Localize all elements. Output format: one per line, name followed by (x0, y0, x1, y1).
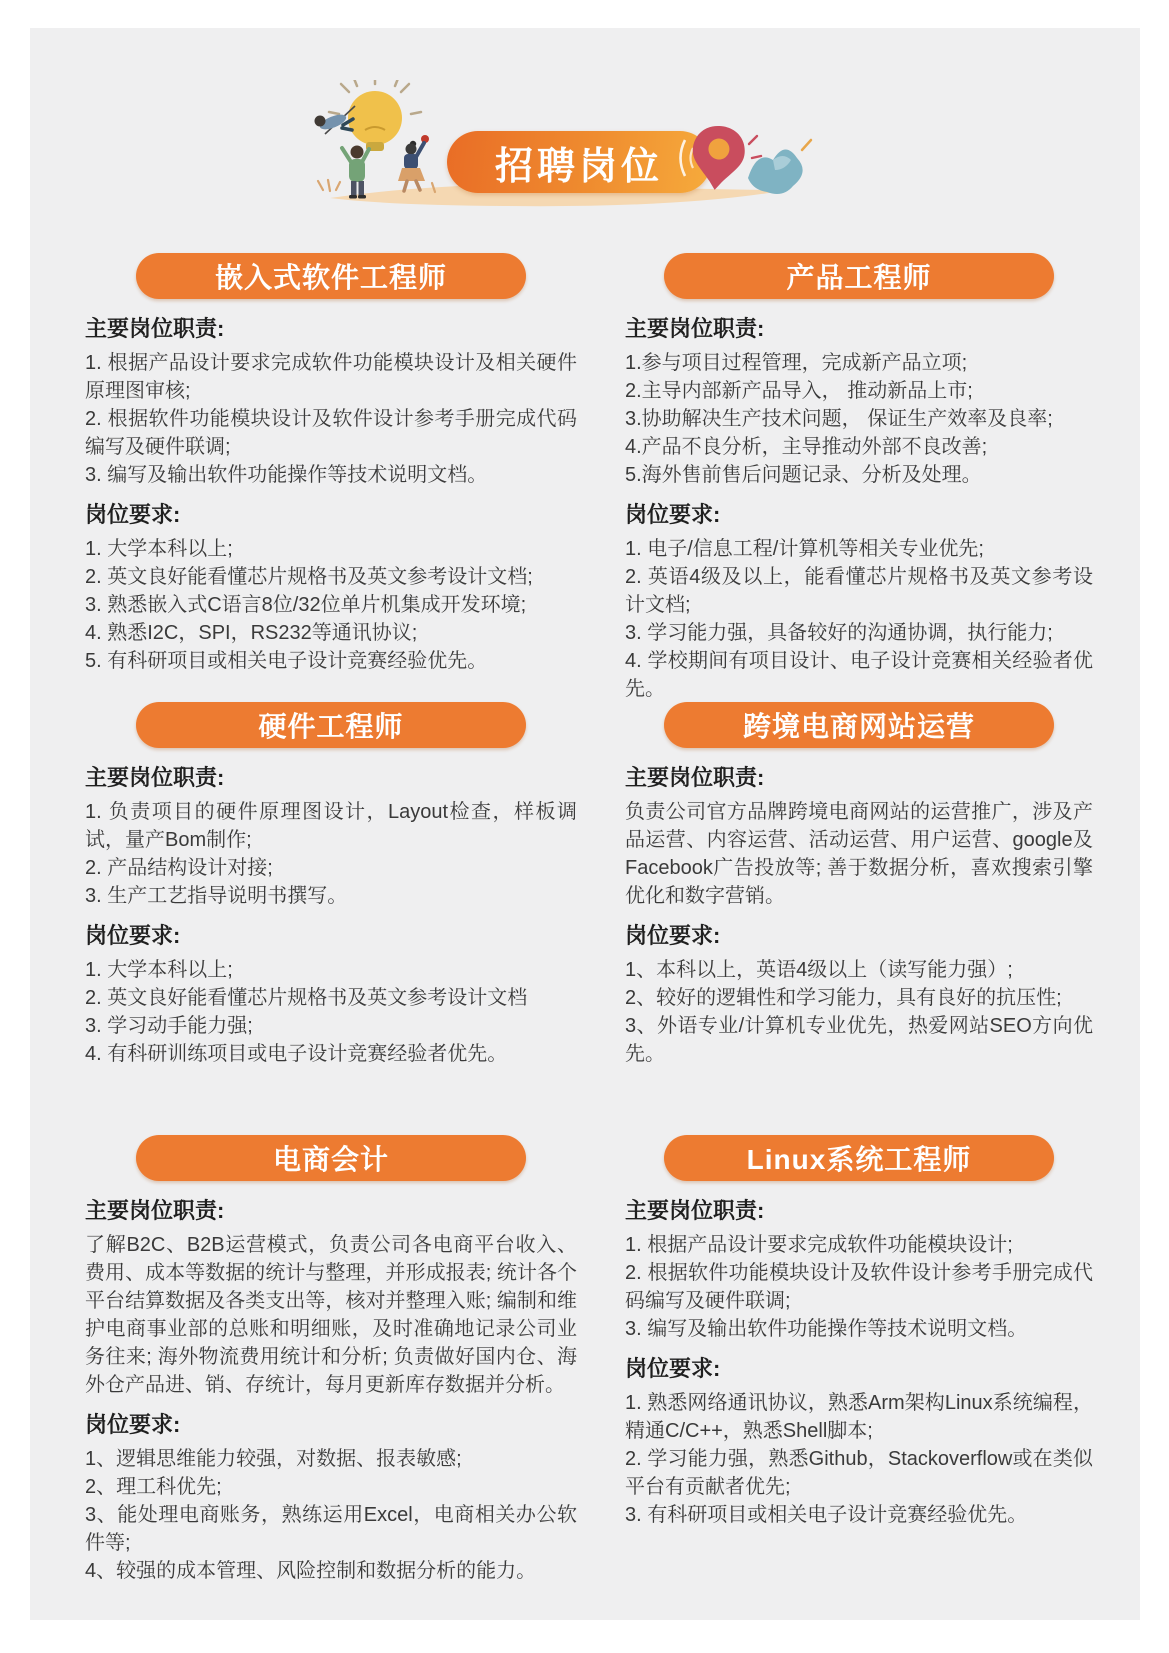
job-title-pill (664, 1135, 1054, 1181)
job-duty: 3. 编写及输出软件功能操作等技术说明文档。 (85, 464, 488, 486)
job-requirement: 1. 熟悉网络通讯协议，熟悉Arm架构Linux系统编程，精通C/C++，熟悉Shell脚本; (625, 1392, 1093, 1442)
job-requirement: 1. 电子/信息工程/计算机等相关专业优先; (625, 538, 984, 560)
job-duty: 3. 编写及输出软件功能操作等技术说明文档。 (625, 1318, 1028, 1340)
job-duty: 5.海外售前售后问题记录、分析及处理。 (625, 464, 982, 486)
job-requirement: 2. 英语4级及以上，能看懂芯片规格书及英文参考设计文档; (625, 566, 1093, 616)
requirements-label: 岗位要求: (625, 923, 721, 948)
banner-title-pill (447, 131, 711, 193)
job-card-embedded-software-engineer (85, 253, 577, 675)
job-requirement: 3、能处理电商账务，熟练运用Excel，电商相关办公软件等; (85, 1504, 577, 1554)
job-card-crossborder-ecommerce-operations (625, 702, 1093, 1068)
job-duty: 2. 根据软件功能模块设计及软件设计参考手册完成代码编写及硬件联调; (625, 1262, 1093, 1312)
job-duty: 2. 产品结构设计对接; (85, 857, 273, 879)
job-duty: 1. 根据产品设计要求完成软件功能模块设计及相关硬件原理图审核; (85, 352, 577, 402)
requirements-label: 岗位要求: (625, 1356, 721, 1381)
banner-title: 招聘岗位 (494, 145, 663, 188)
job-duty: 1.参与项目过程管理，完成新产品立项; (625, 352, 968, 374)
job-requirement: 2. 英文良好能看懂芯片规格书及英文参考设计文档; (85, 566, 533, 588)
job-requirement: 4. 熟悉I2C，SPI，RS232等通讯协议; (85, 622, 418, 644)
job-duty: 3.协助解决生产技术问题， 保证生产效率及良率; (625, 408, 1053, 430)
job-title: Linux系统工程师 (746, 1144, 972, 1175)
responsibilities-label: 主要岗位职责: (625, 765, 765, 790)
job-requirement: 1、本科以上，英语4级以上（读写能力强）; (625, 959, 1013, 981)
job-card-hardware-engineer (85, 702, 577, 1068)
job-title-pill (136, 253, 526, 299)
requirements-label: 岗位要求: (85, 923, 181, 948)
recruitment-banner (305, 80, 815, 210)
job-title-pill (136, 1135, 526, 1181)
job-requirement: 3. 学习能力强，具备较好的沟通协调，执行能力; (625, 622, 1053, 644)
job-title: 电商会计 (272, 1144, 389, 1175)
job-title: 硬件工程师 (258, 711, 404, 742)
responsibilities-label: 主要岗位职责: (625, 316, 765, 341)
job-requirement: 1. 大学本科以上; (85, 959, 233, 981)
requirements-label: 岗位要求: (625, 502, 721, 527)
job-requirement: 3. 熟悉嵌入式C语言8位/32位单片机集成开发环境; (85, 594, 527, 616)
job-duty: 负责公司官方品牌跨境电商网站的运营推广，涉及产品运营、内容运营、活动运营、用户运营、google及Facebook广告投放等; 善于数据分析，喜欢搜索引擎优化和数字营销。 (625, 801, 1093, 907)
job-card-linux-system-engineer (625, 1135, 1093, 1529)
responsibilities-label: 主要岗位职责: (85, 1198, 225, 1223)
job-duty: 4.产品不良分析，主导推动外部不良改善; (625, 436, 988, 458)
job-requirement: 1、逻辑思维能力较强，对数据、报表敏感; (85, 1448, 462, 1470)
job-duty: 3. 生产工艺指导说明书撰写。 (85, 885, 348, 907)
job-requirement: 3. 有科研项目或相关电子设计竞赛经验优先。 (625, 1504, 1028, 1526)
job-title-pill (136, 702, 526, 748)
job-title: 跨境电商网站运营 (742, 711, 975, 742)
job-duty: 2.主导内部新产品导入， 推动新品上市; (625, 380, 973, 402)
location-pin-icon (673, 118, 763, 208)
job-requirement: 2、理工科优先; (85, 1476, 222, 1498)
job-requirement: 4、较强的成本管理、风险控制和数据分析的能力。 (85, 1560, 537, 1582)
job-title-pill (664, 702, 1054, 748)
responsibilities-label: 主要岗位职责: (625, 1198, 765, 1223)
flying-person-icon (315, 106, 356, 134)
responsibilities-label: 主要岗位职责: (85, 765, 225, 790)
standing-person-icon (342, 146, 369, 199)
job-requirement: 4. 学校期间有项目设计、电子设计竞赛相关经验者优先。 (625, 650, 1093, 700)
job-duty: 2. 根据软件功能模块设计及软件设计参考手册完成代码编写及硬件联调; (85, 408, 577, 458)
job-requirement: 3、外语专业/计算机专业优先，热爱网站SEO方向优先。 (625, 1015, 1093, 1065)
requirements-label: 岗位要求: (85, 502, 181, 527)
job-card-ecommerce-accountant (85, 1135, 577, 1585)
job-duty: 1. 负责项目的硬件原理图设计，Layout检查，样板调试，量产Bom制作; (85, 801, 577, 851)
responsibilities-label: 主要岗位职责: (85, 316, 225, 341)
job-card-product-engineer (625, 253, 1093, 703)
job-requirement: 4. 有科研训练项目或电子设计竞赛经验者优先。 (85, 1043, 508, 1065)
job-requirement: 2、较好的逻辑性和学习能力，具有良好的抗压性; (625, 987, 1062, 1009)
job-duty: 1. 根据产品设计要求完成软件功能模块设计; (625, 1234, 1013, 1256)
job-requirement: 5. 有科研项目或相关电子设计竞赛经验优先。 (85, 650, 488, 672)
jumping-person-icon (398, 135, 429, 191)
job-title: 嵌入式软件工程师 (214, 262, 447, 293)
job-requirement: 1. 大学本科以上; (85, 538, 233, 560)
job-requirement: 2. 英文良好能看懂芯片规格书及英文参考设计文档 (85, 987, 528, 1009)
job-title: 产品工程师 (786, 262, 932, 293)
job-duty: 了解B2C、B2B运营模式，负责公司各电商平台收入、费用、成本等数据的统计与整理，并形成报表; 统计各个平台结算数据及各类支出等，核对并整理入账; 编制和维护电商事业部的总账和明细账，及时准确地记录公司业务往来; 海外物流费用统计和分析; 负责做好国内仓、海外仓产品进、销、存统计，每月更新库存数据并分析。 (85, 1234, 577, 1396)
job-requirement: 2. 学习能力强，熟悉Github，Stackoverflow或在类似平台有贡献者优先; (625, 1448, 1093, 1498)
job-requirement: 3. 学习动手能力强; (85, 1015, 253, 1037)
requirements-label: 岗位要求: (85, 1412, 181, 1437)
job-title-pill (664, 253, 1054, 299)
